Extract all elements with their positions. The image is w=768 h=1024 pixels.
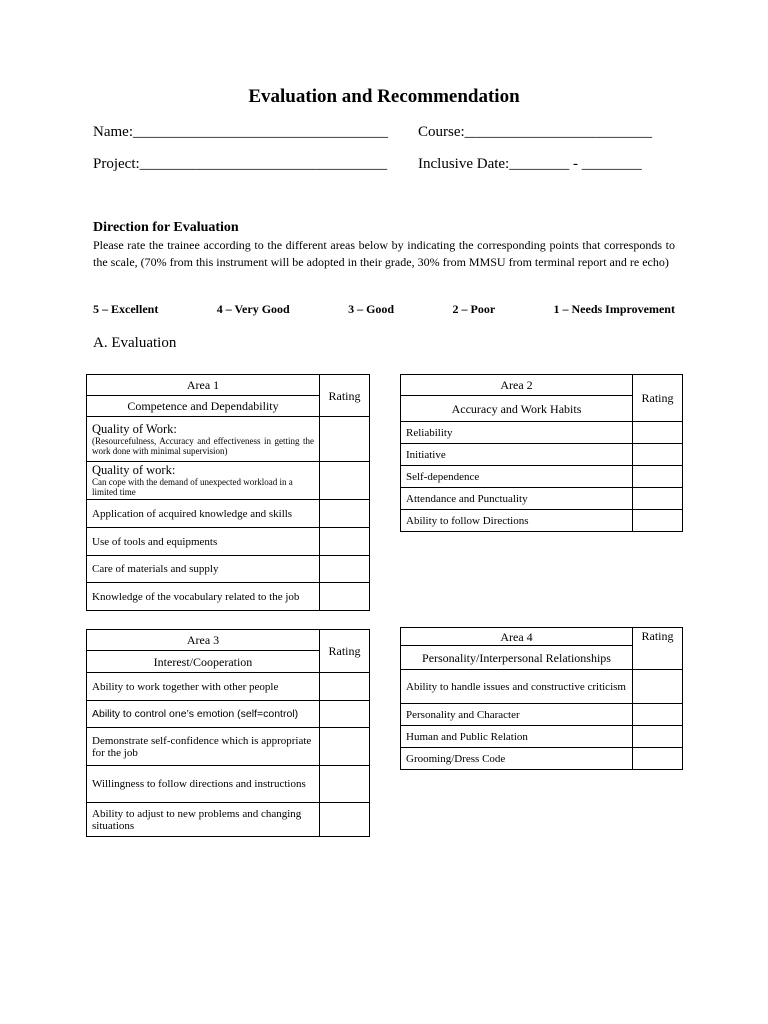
area4-rating-4[interactable]	[633, 748, 683, 770]
area3-item-4: Willingness to follow directions and instructions	[87, 766, 320, 803]
area1-rating-1[interactable]	[320, 417, 370, 462]
area4-rating-2[interactable]	[633, 704, 683, 726]
area2-rating-3[interactable]	[633, 466, 683, 488]
area3-item-1: Ability to work together with other people	[87, 673, 320, 701]
scale-good: 3 – Good	[348, 302, 395, 316]
inclusive-date-field[interactable]: Inclusive Date:________ - ________	[418, 156, 642, 172]
area3-rating-2[interactable]	[320, 701, 370, 728]
area2-item-5: Ability to follow Directions	[401, 510, 633, 532]
area1-rating-4[interactable]	[320, 528, 370, 556]
area4-item-2: Personality and Character	[401, 704, 633, 726]
area1-item-4: Use of tools and equipments	[87, 528, 320, 556]
area2-item-4: Attendance and Punctuality	[401, 488, 633, 510]
area4-title: Personality/Interpersonal Relationships	[401, 646, 633, 670]
area2-title: Accuracy and Work Habits	[401, 396, 633, 422]
area3-rating-4[interactable]	[320, 766, 370, 803]
area4-rating-3[interactable]	[633, 726, 683, 748]
area1-item-2-main: Quality of work:	[92, 463, 176, 477]
area1-rating-5[interactable]	[320, 556, 370, 583]
area1-rating-6[interactable]	[320, 583, 370, 611]
area1-table	[86, 374, 370, 611]
area3-title: Interest/Cooperation	[87, 651, 320, 673]
area3-item-3: Demonstrate self-confidence which is appropriate for the job	[87, 728, 320, 766]
area3-rating-header: Rating	[320, 630, 370, 673]
area1-label: Area 1	[87, 375, 320, 396]
area2-item-3: Self-dependence	[401, 466, 633, 488]
course-field[interactable]: Course:_________________________	[418, 124, 653, 140]
area1-item-1-sub: (Resourcefulness, Accuracy and effectiveness in getting the work done with minimal supervision)	[92, 435, 314, 456]
area2-item-1: Reliability	[401, 422, 633, 444]
scale-poor: 2 – Poor	[452, 302, 496, 316]
area1-item-6: Knowledge of the vocabulary related to the job	[87, 583, 320, 611]
area2-rating-header: Rating	[633, 375, 683, 422]
area1-rating-header: Rating	[320, 375, 370, 417]
area1-title: Competence and Dependability	[87, 396, 320, 417]
area4-table	[400, 627, 683, 770]
page-title: Evaluation and Recommendation	[248, 86, 520, 107]
area4-item-3: Human and Public Relation	[401, 726, 633, 748]
area2-item-2: Initiative	[401, 444, 633, 466]
name-field[interactable]: Name:__________________________________	[93, 124, 388, 140]
area1-item-5: Care of materials and supply	[87, 556, 320, 583]
area4-item-1: Ability to handle issues and constructive criticism	[401, 670, 633, 704]
area1-rating-3[interactable]	[320, 500, 370, 528]
area4-item-4: Grooming/Dress Code	[401, 748, 633, 770]
area1-rating-2[interactable]	[320, 462, 370, 500]
scale-needs-improvement: 1 – Needs Improvement	[553, 302, 675, 316]
area3-rating-1[interactable]	[320, 673, 370, 701]
area3-item-2: Ability to control one’s emotion (self=control)	[87, 701, 320, 728]
area1-item-2	[87, 462, 320, 500]
area3-label: Area 3	[87, 630, 320, 651]
area1-item-2-sub: Can cope with the demand of unexpected workload in a limited time	[92, 477, 293, 497]
area4-rating-1[interactable]	[633, 670, 683, 704]
direction-text: Please rate the trainee according to the different areas below by indicating the corresponding points that corresponds to the scale, (70% from this instrument will be adopted in their grade, 30% from MMSU from terminal report and re echo)	[93, 238, 675, 269]
rating-scale	[93, 302, 675, 317]
area1-item-1	[87, 417, 320, 462]
section-a-heading: A. Evaluation	[93, 335, 177, 351]
area1-item-1-main: Quality of Work:	[92, 421, 177, 436]
area2-rating-4[interactable]	[633, 488, 683, 510]
area3-rating-5[interactable]	[320, 803, 370, 837]
area2-rating-5[interactable]	[633, 510, 683, 532]
scale-excellent: 5 – Excellent	[93, 302, 159, 316]
area2-rating-2[interactable]	[633, 444, 683, 466]
area3-item-5: Ability to adjust to new problems and changing situations	[87, 803, 320, 837]
area2-label: Area 2	[401, 375, 633, 396]
area4-rating-header: Rating	[633, 628, 683, 670]
scale-very-good: 4 – Very Good	[216, 302, 290, 316]
area3-table	[86, 629, 370, 837]
project-field[interactable]: Project:_________________________________	[93, 156, 388, 172]
area2-table	[400, 374, 683, 532]
area2-rating-1[interactable]	[633, 422, 683, 444]
area3-rating-3[interactable]	[320, 728, 370, 766]
area4-label: Area 4	[401, 628, 633, 646]
direction-heading: Direction for Evaluation	[93, 220, 239, 235]
area1-item-3: Application of acquired knowledge and skills	[87, 500, 320, 528]
